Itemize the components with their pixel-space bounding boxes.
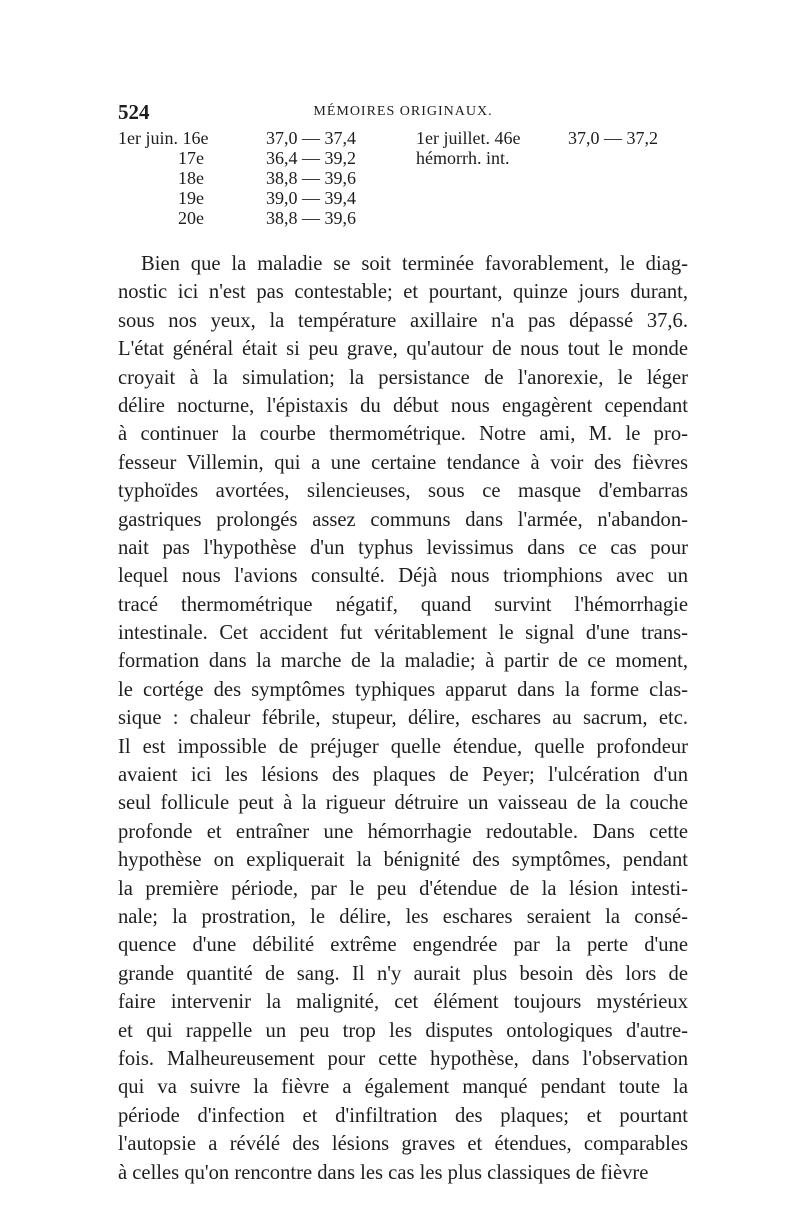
temperature-cell: 36,4 — 39,2 (266, 148, 356, 168)
temperature-cell: 38,8 — 39,6 (266, 168, 356, 188)
temperature-row (118, 188, 698, 208)
temperature-cell: 37,0 — 37,4 (266, 128, 356, 148)
text-line: intestinale. Cet accident fut véritablement le signal d'une trans- (118, 622, 688, 645)
text-line: gastriques prolongés assez communs dans l'armée, n'abandon- (118, 508, 688, 531)
text-line: l'autopsie a révélé des lésions graves et étendues, comparables (118, 1133, 688, 1156)
text-line: nait pas l'hypothèse d'un typhus levissimus dans ce cas pour (118, 536, 688, 559)
text-line: nale; la prostration, le délire, les eschares seraient la consé- (118, 905, 688, 928)
body-paragraph (118, 250, 688, 1187)
page-number: 524 (118, 100, 150, 124)
text-line: quence d'une débilité extrême engendrée par la perte d'une (118, 934, 688, 957)
temperature-cell: 39,0 — 39,4 (266, 188, 356, 208)
text-line: et qui rappelle un peu trop les disputes ontologiques d'autre- (118, 1019, 688, 1042)
text-line: période d'infection et d'infiltration des plaques; et pourtant (118, 1104, 688, 1127)
temperature-table (118, 128, 698, 228)
text-line: lequel nous l'avions consulté. Déjà nous triomphions avec un (118, 565, 688, 588)
text-line: Il est impossible de préjuger quelle étendue, quelle profondeur (118, 735, 688, 758)
date-cell: 1er juin. 16e (118, 128, 209, 148)
text-line: typhoïdes avortées, silencieuses, sous ce masque d'embarras (118, 480, 688, 503)
running-title: MÉMOIRES ORIGINAUX. (313, 104, 493, 119)
temperature-cell-second: 37,0 — 37,2 (568, 128, 658, 148)
text-line: profonde et entraîner une hémorrhagie redoutable. Dans cette (118, 820, 688, 843)
text-line: sique : chaleur fébrile, stupeur, délire, eschares au sacrum, etc. (118, 707, 688, 730)
temperature-row (118, 148, 698, 168)
page-header (118, 100, 688, 124)
temperature-row (118, 208, 698, 228)
text-line: L'état général était si peu grave, qu'autour de nous tout le monde (118, 338, 688, 361)
text-line: tracé thermométrique négatif, quand survint l'hémorrhagie (118, 593, 688, 616)
text-line: nostic ici n'est pas contestable; et pourtant, quinze jours durant, (118, 281, 688, 304)
text-line: grande quantité de sang. Il n'y aurait plus besoin dès lors de (118, 962, 688, 985)
text-line: Bien que la maladie se soit terminée favorablement, le diag- (141, 253, 688, 275)
date-cell-second: 1er juillet. 46e (416, 128, 521, 148)
date-cell: 18e (178, 168, 204, 188)
text-line: hypothèse on expliquerait la bénignité des symptômes, pendant (118, 849, 688, 872)
temperature-cell: 38,8 — 39,6 (266, 208, 356, 228)
text-line: croyait à la simulation; la persistance de l'anorexie, le léger (118, 366, 688, 389)
text-line: la première période, par le peu d'étendue de la lésion intesti- (118, 877, 688, 900)
date-cell: 20e (178, 208, 204, 228)
date-cell: 17e (178, 148, 204, 168)
text-line: seul follicule peut à la rigueur détruire un vaisseau de la couche (118, 792, 688, 815)
text-line: délire nocturne, l'épistaxis du début nous engagèrent cependant (118, 394, 688, 417)
note-cell: hémorrh. int. (416, 148, 510, 168)
text-line: avaient ici les lésions des plaques de Peyer; l'ulcération d'un (118, 764, 688, 787)
date-cell: 19e (178, 188, 204, 208)
text-line: qui va suivre la fièvre a également manqué pendant toute la (118, 1076, 688, 1099)
text-line: sous nos yeux, la température axillaire n'a pas dépassé 37,6. (118, 309, 688, 332)
text-line: formation dans la marche de la maladie; à partir de ce moment, (118, 650, 688, 673)
temperature-row (118, 128, 698, 148)
text-line: fesseur Villemin, qui a une certaine tendance à voir des fièvres (118, 451, 688, 474)
text-line: à continuer la courbe thermométrique. Notre ami, M. le pro- (118, 423, 688, 446)
text-line: à celles qu'on rencontre dans les cas les plus classiques de fièvre (118, 1161, 649, 1184)
text-line: faire intervenir la malignité, cet élément toujours mystérieux (118, 991, 688, 1014)
temperature-row (118, 168, 698, 188)
text-line: le cortége des symptômes typhiques apparut dans la forme clas- (118, 678, 688, 701)
text-line: fois. Malheureusement pour cette hypothèse, dans l'observation (118, 1047, 688, 1070)
